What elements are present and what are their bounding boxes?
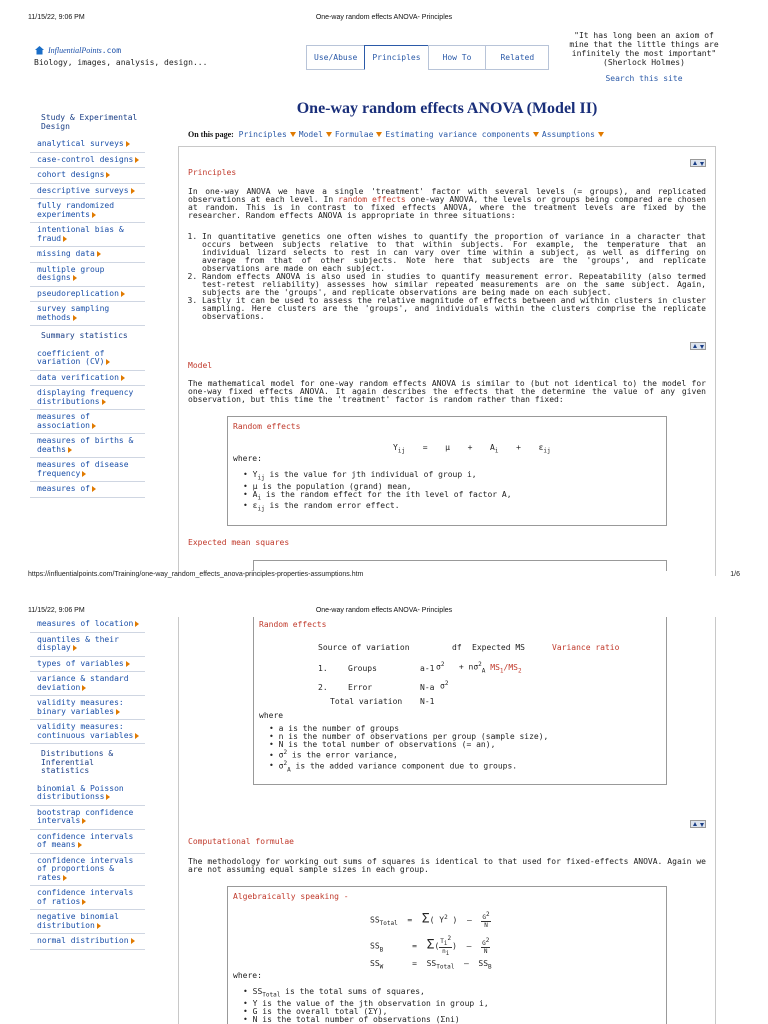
principles-intro: In one-way ANOVA we have a single 'treatment' factor with several levels (= groups), and replicated observations at each level. In random effects one-way ANOVA, the levels or groups being compared are chosen at random. This is in contrast to fixed effects ANOVA, where the treatment levels are fixed by the researcher. Random effects ANOVA is appropriate in three situations: bbox=[188, 187, 706, 220]
arrow-right-icon bbox=[102, 399, 106, 405]
arrow-down-icon bbox=[290, 132, 296, 137]
sidebar-item[interactable] bbox=[30, 696, 145, 720]
list-item: • Y is the value of the jth observation in group i, bbox=[243, 1000, 489, 1008]
site-tagline: Biology, images, analysis, design... bbox=[34, 58, 208, 67]
sidebar-item[interactable] bbox=[30, 633, 145, 657]
search-site-link[interactable]: Search this site bbox=[605, 74, 683, 83]
up-down-icon[interactable] bbox=[690, 342, 706, 350]
sidebar-item[interactable] bbox=[30, 458, 145, 482]
tab-how-to[interactable]: How To bbox=[428, 45, 487, 70]
principles-list bbox=[188, 233, 706, 321]
sidebar-item-label: measures of disease frequency bbox=[37, 460, 129, 478]
arrow-right-icon bbox=[131, 938, 135, 944]
quote-author: (Sherlock Holmes) bbox=[603, 58, 685, 67]
tab-principles[interactable]: Principles bbox=[364, 45, 428, 70]
link-model[interactable]: Model bbox=[298, 130, 323, 139]
where-label: where bbox=[259, 711, 284, 720]
arrow-right-icon bbox=[126, 661, 130, 667]
sidebar-item[interactable] bbox=[30, 168, 145, 184]
list-item: 2. Random effects ANOVA is also used in studies to quantify measurement error. Repeatability (also termed test-retest reliability) assesses how similar repeated measurements are on the same subject. Again, subjects are the 'groups', and replicate observations are being made on each subject. bbox=[202, 273, 706, 297]
print-datetime: 11/15/22, 9:06 PM bbox=[28, 14, 85, 21]
sidebar-item-label: measures of births & deaths bbox=[37, 436, 134, 454]
sidebar-item-label: measures of association bbox=[37, 412, 90, 430]
ems-box bbox=[253, 617, 667, 785]
arrow-right-icon bbox=[73, 645, 77, 651]
arrow-right-icon bbox=[78, 842, 82, 848]
where-label: where: bbox=[233, 454, 262, 463]
sidebar-item[interactable] bbox=[30, 263, 145, 287]
print-datetime: 11/15/22, 9:06 PM bbox=[28, 607, 85, 614]
arrow-right-icon bbox=[92, 423, 96, 429]
sidebar-item-label: normal distribution bbox=[37, 936, 129, 945]
list-item: 3. Lastly it can be used to assess the relative magnitude of effects between and within clusters in cluster sampling. Here clusters are the 'groups', and individuals within the clusters comprise the replicate observations. bbox=[202, 297, 706, 321]
list-item: 1. In quantitative genetics one often wishes to quantify the proportion of variance in a character that occurs between subjects relative to that within subjects. For example, the temperature that an individual lizard selects to rest in can vary over time within a subject, as well as differing on average from that of other subjects. Note here that subjects are the 'groups', and replicate observations are made on each subject. bbox=[202, 233, 706, 273]
sidebar-item-label: intentional bias & fraud bbox=[37, 225, 124, 243]
sidebar-item[interactable] bbox=[30, 223, 145, 247]
sidebar-item-label: negative binomial distribution bbox=[37, 912, 119, 930]
on-this-page-label: On this page: bbox=[188, 130, 234, 139]
list-item: • $\sigma^2_A$ is the added variance component due to groups. bbox=[269, 760, 548, 774]
col-df: df bbox=[452, 643, 462, 652]
arrow-right-icon bbox=[116, 709, 120, 715]
sidebar-item[interactable] bbox=[30, 854, 145, 887]
list-item: • a is the number of groups bbox=[269, 725, 548, 733]
sidebar-item[interactable] bbox=[30, 806, 145, 830]
sidebar-heading: Summary statistics bbox=[30, 326, 145, 347]
sidebar-item-label: measures of location bbox=[37, 619, 134, 628]
section-heading: Computational formulae bbox=[188, 837, 294, 846]
sidebar-item[interactable] bbox=[30, 347, 145, 371]
quote-line: "It has long been an axiom of bbox=[574, 31, 714, 40]
arrow-right-icon bbox=[97, 923, 101, 929]
sidebar-item[interactable] bbox=[30, 302, 145, 326]
print-title: One-way random effects ANOVA- Principles bbox=[315, 607, 453, 614]
sidebar-item-label: bootstrap confidence intervals bbox=[37, 807, 134, 825]
ss-w-formula: $SS_W$ = $SS_{Total} - SS_B$ bbox=[370, 959, 492, 971]
link-estimating[interactable]: Estimating variance components bbox=[385, 130, 530, 139]
row-num: 2. bbox=[318, 683, 328, 692]
col-vr: Variance ratio bbox=[552, 643, 620, 652]
list-item: • μ is the population (grand) mean, bbox=[243, 483, 512, 491]
arrow-right-icon bbox=[63, 236, 67, 242]
sidebar-item-label: fully randomized experiments bbox=[37, 201, 115, 219]
list-item: • $\sigma^2$ is the error variance, bbox=[269, 749, 548, 760]
list-item: • $A_i$ is the random effect for the ith level of factor A, bbox=[243, 491, 512, 503]
row-df: a-1 bbox=[420, 664, 435, 673]
sidebar-item[interactable] bbox=[30, 386, 145, 410]
print-title: One-way random effects ANOVA- Principles bbox=[315, 14, 453, 21]
arrow-right-icon bbox=[82, 899, 86, 905]
list-item: • N is the total number of observations (= an), bbox=[269, 741, 548, 749]
sidebar-item[interactable] bbox=[30, 410, 145, 434]
arrow-right-icon bbox=[135, 733, 139, 739]
box-title: Random effects bbox=[233, 422, 301, 431]
print-footer bbox=[28, 571, 740, 578]
row-df: N-a bbox=[420, 683, 435, 692]
sidebar-item-label: case-control designs bbox=[37, 154, 134, 164]
list-item: • N is the total number of observations (Σni) bbox=[243, 1016, 489, 1024]
sidebar bbox=[30, 617, 145, 950]
arrow-right-icon bbox=[121, 291, 125, 297]
sidebar-item-label: pseudoreplication bbox=[37, 288, 119, 298]
arrow-down-icon bbox=[598, 132, 604, 137]
arrow-down-icon bbox=[376, 132, 382, 137]
sidebar-item-label: confidence intervals of ratios bbox=[37, 888, 134, 906]
print-header bbox=[0, 12, 768, 24]
section-heading: Principles bbox=[188, 168, 237, 177]
list-item: • n is the number of observations per group (sample size), bbox=[269, 733, 548, 741]
arrow-right-icon bbox=[82, 818, 86, 824]
sidebar-item-label: coefficient of variation (CV) bbox=[37, 348, 105, 366]
where-label: where: bbox=[233, 971, 262, 980]
arrow-right-icon bbox=[131, 188, 135, 194]
sidebar-item-label: cohort designs bbox=[37, 170, 105, 179]
sidebar bbox=[30, 112, 145, 498]
sidebar-item[interactable] bbox=[30, 153, 145, 169]
link-assumptions[interactable]: Assumptions bbox=[541, 130, 595, 139]
list-item: • G is the overall total (ΣY), bbox=[243, 1008, 489, 1016]
arrow-right-icon bbox=[106, 794, 110, 800]
list-item: • $SS_{Total}$ is the total sums of squares, bbox=[243, 988, 489, 1000]
row-ems: $\sigma^2 + n\sigma^2_A$ $MS_1/MS_2$ bbox=[436, 661, 522, 675]
link-formulae[interactable]: Formulae bbox=[334, 130, 374, 139]
house-icon bbox=[34, 45, 45, 55]
quote-line: mine that the little things are bbox=[569, 40, 719, 49]
sidebar-item[interactable] bbox=[30, 482, 145, 498]
sidebar-item[interactable] bbox=[30, 910, 145, 934]
sidebar-heading: Study & Experimental Design bbox=[30, 112, 145, 137]
tab-related[interactable]: Related bbox=[485, 45, 549, 70]
logo-suffix: .com bbox=[101, 46, 122, 55]
sidebar-item[interactable] bbox=[30, 672, 145, 696]
sidebar-item-label: variance & standard deviation bbox=[37, 674, 129, 692]
arrow-right-icon bbox=[73, 315, 77, 321]
row-source: Total variation bbox=[330, 697, 403, 706]
arrow-right-icon bbox=[121, 375, 125, 381]
formulae-box bbox=[227, 886, 667, 1024]
page-title: One-way random effects ANOVA (Model II) bbox=[296, 100, 598, 117]
arrow-right-icon bbox=[126, 141, 130, 147]
box-title: Random effects bbox=[259, 620, 327, 629]
up-down-icon[interactable] bbox=[690, 159, 706, 167]
arrow-right-icon bbox=[82, 471, 86, 477]
on-this-page-nav bbox=[188, 130, 607, 139]
sidebar-item[interactable] bbox=[30, 657, 145, 673]
row-df: N-1 bbox=[420, 697, 435, 706]
sidebar-item-label: confidence intervals of means bbox=[37, 831, 134, 849]
sidebar-item-label: binomial & Poisson distributionss bbox=[37, 783, 124, 801]
sidebar-item[interactable] bbox=[30, 617, 145, 633]
model-box bbox=[227, 416, 667, 526]
sidebar-item-label: survey sampling methods bbox=[37, 304, 110, 322]
list-item: • $Y_{ij}$ is the value for jth individual of group i, bbox=[243, 471, 512, 483]
model-text: The mathematical model for one-way random effects ANOVA is similar to (but not identical to) the model for one-way fixed effects ANOVA. It again describes the effects that the determine the value of any given observation, but this time the 'treatment' factor is random rather than fixed: bbox=[188, 379, 706, 404]
sidebar-heading: Distributions & Inferential statistics bbox=[30, 744, 145, 782]
sidebar-item[interactable] bbox=[30, 199, 145, 223]
sidebar-item[interactable] bbox=[30, 886, 145, 910]
section-heading: Expected mean squares bbox=[188, 538, 290, 547]
arrow-right-icon bbox=[135, 621, 139, 627]
col-ems: Expected MS bbox=[472, 643, 525, 652]
random-effects-link[interactable]: random effects bbox=[338, 195, 406, 204]
sidebar-item[interactable] bbox=[30, 247, 145, 263]
sidebar-item-label: quantiles & their display bbox=[37, 634, 119, 652]
box-title: Algebraically speaking - bbox=[233, 892, 349, 901]
sidebar-item-label: descriptive surveys bbox=[37, 185, 129, 195]
sidebar-item[interactable] bbox=[30, 782, 145, 806]
tab-use-abuse[interactable]: Use/Abuse bbox=[306, 45, 365, 70]
sidebar-item-label: missing data bbox=[37, 249, 95, 258]
logo-brand: InfluentialPoints bbox=[48, 46, 102, 55]
arrow-right-icon bbox=[73, 275, 77, 281]
sidebar-item-label: multiple group designs bbox=[37, 264, 105, 282]
row-ems: $\sigma^2$ bbox=[440, 680, 449, 691]
sidebar-item[interactable] bbox=[30, 137, 145, 153]
arrow-right-icon bbox=[82, 685, 86, 691]
row-num: 1. bbox=[318, 664, 328, 673]
footer-url: https://influentialpoints.com/Training/one-way_random_effects_anova-principles-properties-assumptions.htm bbox=[28, 571, 364, 578]
row-source: Error bbox=[348, 683, 373, 692]
model-equation: $Y_{ij} = \mu + A_i + \varepsilon_{ij}$ bbox=[393, 443, 551, 455]
ss-b-formula: $SS_B$ = Σ( $\frac{T_i^2}{n_i}$ ) – $\frac{G^2}{N}$ bbox=[370, 935, 490, 958]
sidebar-item-label: measures of bbox=[37, 484, 90, 493]
ems-box-top bbox=[253, 560, 667, 571]
sidebar-item-label: validity measures: continuous variables bbox=[37, 722, 134, 740]
sidebar-item-label: data verification bbox=[37, 372, 119, 382]
ems-bullets bbox=[269, 725, 548, 774]
nav-tabs bbox=[306, 45, 548, 70]
sidebar-item[interactable] bbox=[30, 720, 145, 744]
arrow-right-icon bbox=[92, 486, 96, 492]
arrow-right-icon bbox=[97, 251, 101, 257]
sidebar-item-label: displaying frequency distributions bbox=[37, 388, 134, 406]
sidebar-item[interactable] bbox=[30, 434, 145, 458]
arrow-right-icon bbox=[68, 447, 72, 453]
list-item: • $\varepsilon_{ij}$ is the random error effect. bbox=[243, 502, 512, 514]
print-header bbox=[0, 605, 768, 617]
up-down-icon[interactable] bbox=[690, 820, 706, 828]
site-logo[interactable] bbox=[34, 45, 121, 55]
arrow-down-icon bbox=[326, 132, 332, 137]
sidebar-item[interactable] bbox=[30, 287, 145, 303]
sidebar-item[interactable] bbox=[30, 830, 145, 854]
link-principles[interactable]: Principles bbox=[238, 130, 287, 139]
sidebar-item[interactable] bbox=[30, 184, 145, 200]
ss-total-formula: $SS_{Total} = \Sigma$( $Y^2$ ) – $\frac{G^2}{N}$ bbox=[370, 911, 490, 929]
formula-bullets bbox=[243, 988, 489, 1024]
model-bullets bbox=[243, 471, 512, 514]
sidebar-item-label: confidence intervals of proportions & rates bbox=[37, 855, 134, 882]
arrow-down-icon bbox=[533, 132, 539, 137]
sidebar-item-label: analytical surveys bbox=[37, 139, 124, 148]
quote bbox=[556, 31, 732, 67]
sidebar-item[interactable] bbox=[30, 371, 145, 387]
arrow-right-icon bbox=[63, 875, 67, 881]
quote-line: infinitely the most important" bbox=[571, 49, 717, 58]
footer-page: 1/6 bbox=[730, 571, 740, 578]
sidebar-item-label: types of variables bbox=[37, 658, 124, 668]
col-source: Source of variation bbox=[318, 643, 410, 652]
sidebar-item[interactable] bbox=[30, 934, 145, 950]
arrow-right-icon bbox=[92, 212, 96, 218]
arrow-right-icon bbox=[106, 359, 110, 365]
section-heading: Model bbox=[188, 361, 213, 370]
arrow-right-icon bbox=[106, 172, 110, 178]
computational-text: The methodology for working out sums of squares is identical to that used for fixed-effects ANOVA. Again we are not assuming equal sample sizes in each group. bbox=[188, 857, 706, 874]
sidebar-item-label: validity measures: binary variables bbox=[37, 698, 124, 716]
row-source: Groups bbox=[348, 664, 377, 673]
arrow-right-icon bbox=[135, 157, 139, 163]
